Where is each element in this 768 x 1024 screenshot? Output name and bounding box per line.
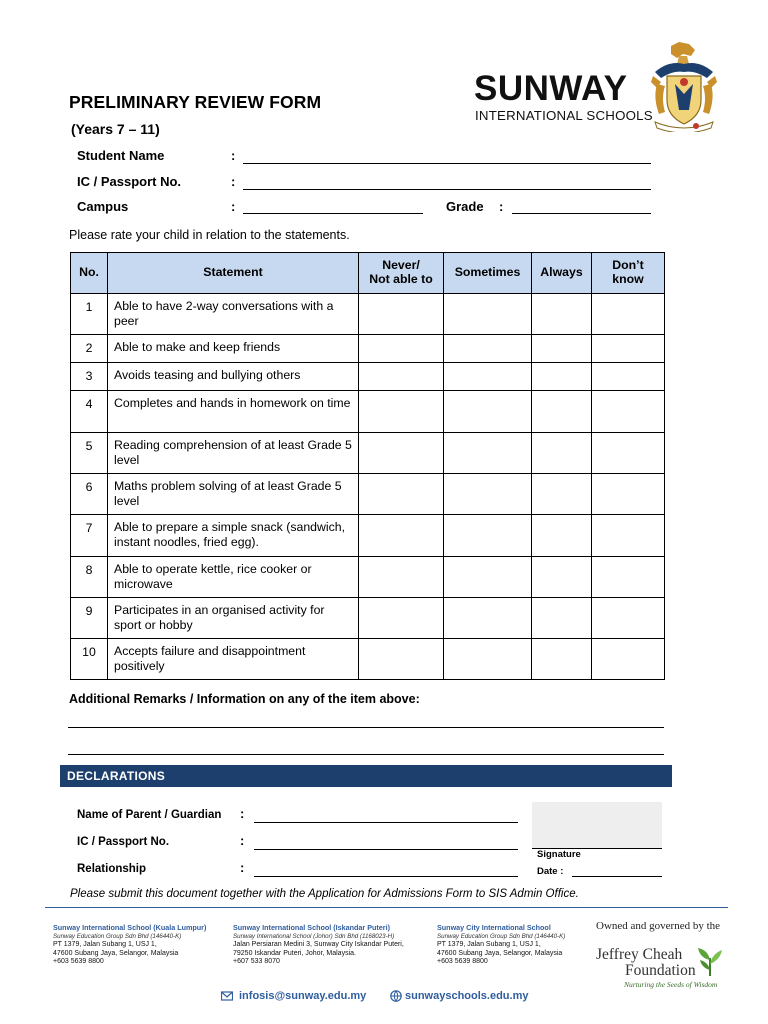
relationship-line[interactable] (254, 876, 518, 877)
rating-cell-always[interactable] (532, 433, 592, 474)
rating-cell-sometimes[interactable] (444, 294, 532, 335)
ic-passport-label: IC / Passport No. (77, 174, 182, 189)
rating-cell-dont-know[interactable] (592, 474, 665, 515)
campus-line[interactable] (243, 213, 423, 214)
rating-cell-dont-know[interactable] (592, 515, 665, 557)
table-row (71, 391, 665, 433)
rating-cell-never[interactable] (359, 515, 444, 557)
table-row (71, 363, 665, 391)
grade-line[interactable] (512, 213, 651, 214)
rating-cell-dont-know[interactable] (592, 557, 665, 598)
campus-colon: : (231, 199, 236, 214)
grade-label: Grade (446, 199, 484, 214)
address-phone: +603 5639 8800 (437, 958, 488, 966)
campus-label: Campus (77, 199, 129, 214)
col-header-never-line1: Never/ (382, 258, 420, 273)
rating-cell-dont-know[interactable] (592, 363, 665, 391)
table-row (71, 515, 665, 557)
globe-icon (390, 990, 402, 1002)
address-line: Jalan Persiaran Medini 3, Sunway City Iskandar Puteri, (233, 941, 404, 949)
row-number: 1 (71, 294, 108, 335)
rating-cell-always[interactable] (532, 391, 592, 433)
row-statement: Reading comprehension of at least Grade 5 level (108, 433, 359, 474)
submit-note: Please submit this document together with the Application for Admissions Form to SIS Admin Office. (70, 888, 579, 900)
table-row (71, 474, 665, 515)
rating-cell-always[interactable] (532, 639, 592, 680)
footer-divider (45, 907, 728, 908)
rating-cell-dont-know[interactable] (592, 391, 665, 433)
owned-by-text: Owned and governed by the (596, 920, 721, 932)
table-row (71, 639, 665, 680)
address-line: 47600 Subang Jaya, Selangor, Malaysia (53, 949, 179, 957)
form-title: PRELIMINARY REVIEW FORM (69, 92, 322, 112)
rating-cell-always[interactable] (532, 335, 592, 363)
row-number: 10 (71, 639, 108, 680)
logo-wordmark: SUNWAY (474, 69, 628, 108)
student-name-label: Student Name (77, 148, 165, 163)
ic-passport-colon: : (231, 174, 236, 189)
table-row (71, 335, 665, 363)
foundation-word: Foundation (625, 962, 696, 979)
rating-cell-sometimes[interactable] (444, 335, 532, 363)
student-name-line[interactable] (243, 163, 651, 164)
address-phone: +607 533 8070 (233, 958, 280, 966)
row-statement: Completes and hands in homework on time (108, 391, 359, 433)
col-header-dont-line2: know (612, 272, 644, 286)
col-header-never (359, 253, 444, 294)
ic-passport-line[interactable] (243, 189, 651, 190)
rating-table (70, 252, 665, 680)
rating-cell-sometimes[interactable] (444, 433, 532, 474)
address-company: Sunway Education Group Sdn Bhd (146440-K) (437, 932, 566, 940)
row-number: 4 (71, 391, 108, 433)
rating-cell-dont-know[interactable] (592, 433, 665, 474)
rating-cell-sometimes[interactable] (444, 598, 532, 639)
rating-cell-never[interactable] (359, 433, 444, 474)
table-row (71, 433, 665, 474)
address-line: 47600 Subang Jaya, Selangor, Malaysia (437, 949, 563, 957)
rating-cell-always[interactable] (532, 294, 592, 335)
row-number: 3 (71, 363, 108, 391)
row-statement: Avoids teasing and bullying others (108, 363, 359, 391)
student-name-colon: : (231, 148, 236, 163)
email-link[interactable]: infosis@sunway.edu.my (239, 990, 367, 1002)
row-statement: Participates in an organised activity for sport or hobby (108, 598, 359, 639)
declarations-title: DECLARATIONS (67, 769, 166, 783)
parent-name-line[interactable] (254, 822, 518, 823)
col-header-dont-line1: Don’t (612, 258, 644, 273)
address-company: Sunway Education Group Sdn Bhd (146440-K) (53, 932, 182, 940)
rating-cell-sometimes[interactable] (444, 391, 532, 433)
rating-cell-never[interactable] (359, 294, 444, 335)
sunway-logo (472, 40, 718, 136)
rating-cell-dont-know[interactable] (592, 294, 665, 335)
remarks-line-1[interactable] (68, 727, 664, 728)
rating-cell-sometimes[interactable] (444, 515, 532, 557)
rating-cell-sometimes[interactable] (444, 557, 532, 598)
date-label: Date : (537, 866, 564, 877)
rating-cell-never[interactable] (359, 335, 444, 363)
rating-cell-never[interactable] (359, 598, 444, 639)
rating-cell-never[interactable] (359, 391, 444, 433)
address-company: Sunway International School (Johor) Sdn Bhd (1168023-H) (233, 932, 395, 940)
col-header-always: Always (532, 253, 592, 294)
relationship-colon: : (240, 860, 245, 875)
row-number: 8 (71, 557, 108, 598)
rating-cell-always[interactable] (532, 363, 592, 391)
col-header-sometimes: Sometimes (444, 253, 532, 294)
rating-cell-dont-know[interactable] (592, 639, 665, 680)
remarks-label: Additional Remarks / Information on any of the item above: (69, 692, 420, 706)
row-number: 6 (71, 474, 108, 515)
row-statement: Accepts failure and disappointment positively (108, 639, 359, 680)
row-number: 5 (71, 433, 108, 474)
address-kuala-lumpur (53, 924, 253, 967)
remarks-line-2[interactable] (68, 754, 664, 755)
rating-cell-sometimes[interactable] (444, 474, 532, 515)
col-header-dont-know (592, 253, 665, 294)
signature-box[interactable] (532, 802, 662, 848)
decl-ic-passport-colon: : (240, 833, 245, 848)
address-name: Sunway International School (Kuala Lumpur) (53, 923, 207, 932)
rating-cell-sometimes[interactable] (444, 639, 532, 680)
rating-cell-never[interactable] (359, 557, 444, 598)
school-crest-icon (649, 42, 719, 132)
address-line: PT 1379, Jalan Subang 1, USJ 1, (53, 941, 157, 949)
row-number: 7 (71, 515, 108, 557)
foundation-name: Jeffrey Cheah (596, 946, 683, 963)
rating-cell-always[interactable] (532, 474, 592, 515)
rating-cell-never[interactable] (359, 363, 444, 391)
rating-cell-sometimes[interactable] (444, 363, 532, 391)
parent-name-label: Name of Parent / Guardian (77, 809, 222, 821)
row-number: 9 (71, 598, 108, 639)
signature-label: Signature (537, 849, 581, 860)
row-statement: Able to prepare a simple snack (sandwich, instant noodles, fried egg). (108, 515, 359, 557)
table-row (71, 294, 665, 335)
rating-cell-dont-know[interactable] (592, 335, 665, 363)
website-link[interactable]: sunwayschools.edu.my (405, 990, 529, 1002)
email-icon (221, 990, 233, 1002)
table-row (71, 598, 665, 639)
decl-ic-passport-line[interactable] (254, 849, 518, 850)
address-name: Sunway City International School (437, 923, 551, 932)
row-statement: Able to have 2-way conversations with a peer (108, 294, 359, 335)
parent-name-colon: : (240, 806, 245, 821)
form-subtitle: (Years 7 – 11) (71, 121, 160, 137)
grade-colon: : (499, 199, 504, 214)
address-name: Sunway International School (Iskandar Puteri) (233, 923, 390, 932)
col-header-no: No. (71, 253, 108, 294)
row-statement: Able to operate kettle, rice cooker or microwave (108, 557, 359, 598)
rating-cell-always[interactable] (532, 557, 592, 598)
date-line[interactable] (572, 876, 662, 877)
foundation-tagline: Nurturing the Seeds of Wisdom (624, 980, 718, 989)
rating-cell-dont-know[interactable] (592, 598, 665, 639)
row-number: 2 (71, 335, 108, 363)
row-statement: Able to make and keep friends (108, 335, 359, 363)
rating-instruction: Please rate your child in relation to the statements. (69, 228, 350, 242)
relationship-label: Relationship (77, 863, 147, 875)
rating-cell-never[interactable] (359, 639, 444, 680)
row-statement: Maths problem solving of at least Grade 5 level (108, 474, 359, 515)
decl-ic-passport-label: IC / Passport No. (77, 836, 170, 848)
table-header-row (71, 253, 665, 294)
address-line: 79250 Iskandar Puteri, Johor, Malaysia. (233, 949, 356, 957)
foundation-plant-icon (696, 946, 724, 978)
address-iskandar-puteri (233, 924, 433, 967)
rating-cell-always[interactable] (532, 598, 592, 639)
table-row (71, 557, 665, 598)
logo-subtitle: INTERNATIONAL SCHOOLS (475, 108, 653, 123)
address-phone: +603 5639 8800 (53, 958, 104, 966)
rating-cell-never[interactable] (359, 474, 444, 515)
address-line: PT 1379, Jalan Subang 1, USJ 1, (437, 941, 541, 949)
col-header-never-line2: Not able to (369, 272, 433, 286)
col-header-statement: Statement (108, 253, 359, 294)
rating-cell-always[interactable] (532, 515, 592, 557)
